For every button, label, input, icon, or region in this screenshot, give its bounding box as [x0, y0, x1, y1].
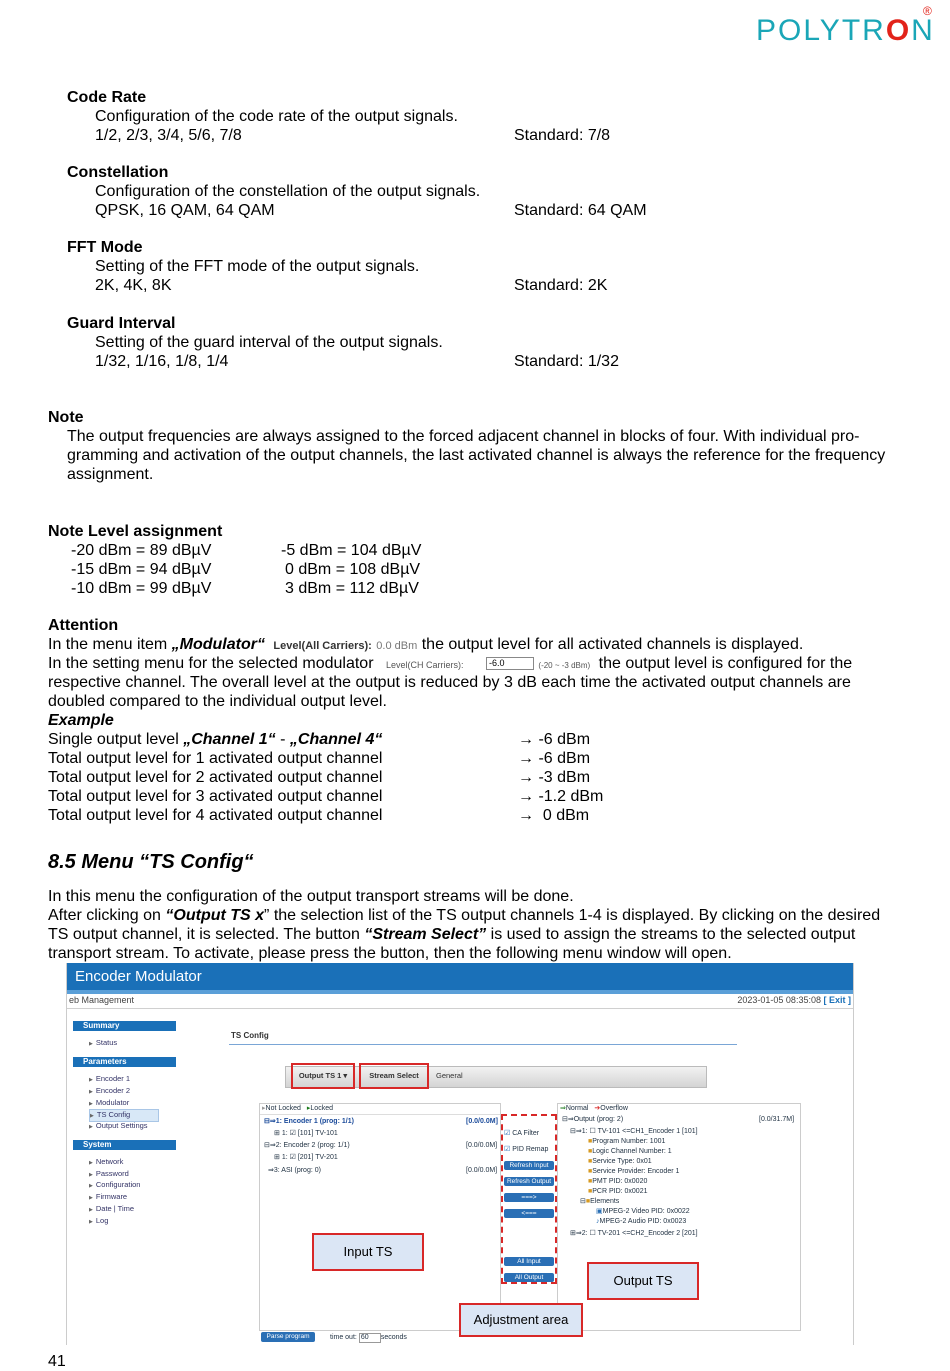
- callout-output-ts: Output TS: [587, 1262, 699, 1300]
- ts-config-screenshot: [66, 963, 854, 1345]
- input-row-label: 2: Encoder 2 (prog: 1/1): [275, 1142, 350, 1149]
- output-row-label: Service Provider: Encoder 1: [592, 1168, 680, 1175]
- output-row-label: MPEG-2 Audio PID: 0x0023: [599, 1218, 687, 1225]
- sidebar-item-log[interactable]: ▶ Log: [89, 1216, 108, 1227]
- output-row: ■Service Type: 0x01: [588, 1158, 652, 1165]
- callout-input-ts: Input TS: [312, 1233, 424, 1271]
- level-right: 0 dBm = 108 dBµV: [285, 561, 421, 578]
- param-options-constellation: QPSK, 16 QAM, 64 QAM: [95, 202, 275, 219]
- sidebar-item-output-settings[interactable]: ▶ Output Settings: [89, 1121, 148, 1132]
- output-row-label: Elements: [590, 1198, 620, 1205]
- output-row-label: Service Type: 0x01: [592, 1158, 652, 1165]
- subbar-right: [737, 995, 851, 1005]
- sidebar-item-network[interactable]: ▶ Network: [89, 1157, 123, 1168]
- level-right: -5 dBm = 104 dBµV: [281, 542, 422, 559]
- text: -: [275, 731, 290, 748]
- example-row-value: → -1.2 dBm: [518, 788, 604, 805]
- timeout-label: time out:: [330, 1334, 357, 1341]
- example-row-label: Total output level for 1 activated output channel: [48, 750, 383, 767]
- input-row-label: 1: Encoder 1 (prog: 1/1): [275, 1118, 354, 1125]
- param-desc-guard: Setting of the guard interval of the output signals.: [95, 334, 443, 351]
- note-line: assignment.: [67, 466, 154, 483]
- input-row-rate: [0.0/0.0M]: [466, 1118, 498, 1125]
- exit-link[interactable]: [ Exit ]: [823, 995, 851, 1005]
- inline-level-value: 0.0 dBm: [376, 640, 418, 652]
- section-heading: 8.5 Menu “TS Config“: [48, 851, 254, 873]
- example-row-value: → -3 dBm: [518, 769, 591, 786]
- attention-line2: [48, 654, 852, 675]
- example-row-label: Total output level for 4 activated output channel: [48, 807, 383, 824]
- section-para: [48, 925, 855, 944]
- pid-remap-label: PID Remap: [512, 1146, 549, 1153]
- tab-output-ts[interactable]: Output TS 1 ▾: [291, 1063, 355, 1089]
- text: In the setting menu for the selected modulator: [48, 655, 374, 672]
- input-row[interactable]: ⊟⇒2: Encoder 2 (prog: 1/1): [264, 1142, 350, 1149]
- output-row: ■Program Number: 1001: [588, 1138, 666, 1145]
- sidebar-item-firmware[interactable]: ▶ Firmware: [89, 1192, 127, 1203]
- move-right-button[interactable]: ===>: [504, 1193, 554, 1202]
- param-title-fft: FFT Mode: [67, 239, 143, 256]
- param-standard-code-rate: Standard: 7/8: [514, 127, 611, 144]
- sidebar-item-encoder-2[interactable]: ▶ Encoder 2: [89, 1086, 130, 1097]
- callout-adjustment-area: Adjustment area: [459, 1303, 583, 1337]
- output-row[interactable]: ⊞⇒2: ☐ TV-201 <=CH2_Encoder 2 [201]: [570, 1230, 698, 1237]
- text: the output level for all activated channels is displayed.: [421, 636, 804, 653]
- input-row-rate: [0.0/0.0M]: [466, 1142, 498, 1149]
- text: In the menu item: [48, 636, 172, 653]
- input-row[interactable]: ⇒3: ASI (prog: 0): [268, 1167, 321, 1174]
- input-ts-panel: [259, 1103, 501, 1331]
- sidebar-header-system: System: [73, 1140, 176, 1150]
- param-desc-constellation: Configuration of the constellation of the output signals.: [95, 183, 481, 200]
- datetime: 2023-01-05 08:35:08: [737, 995, 821, 1005]
- output-root-label: Output (prog: 2): [573, 1116, 624, 1123]
- seconds-label: seconds: [380, 1334, 407, 1341]
- param-title-constellation: Constellation: [67, 164, 169, 181]
- sidebar-header-summary: Summary: [73, 1021, 176, 1031]
- timeout-row: [330, 1333, 407, 1343]
- output-row-label: PMT PID: 0x0020: [592, 1178, 648, 1185]
- level-title: Note Level assignment: [48, 523, 223, 540]
- attention-line4: doubled compared to the individual output level.: [48, 693, 387, 710]
- level-right: 3 dBm = 112 dBµV: [285, 580, 419, 597]
- note-line: The output frequencies are always assigned to the forced adjacent channel in blocks of four. With individual pro-: [67, 428, 860, 445]
- section-para: In this menu the configuration of the output transport streams will be done.: [48, 888, 574, 905]
- pid-remap-option[interactable]: ☑ PID Remap: [504, 1146, 549, 1153]
- text: TS output channel, it is selected. The button: [48, 926, 365, 943]
- example-row-value: → 0 dBm: [518, 807, 590, 824]
- text: After clicking on: [48, 907, 166, 924]
- tab-general[interactable]: General: [436, 1071, 463, 1080]
- inline-range: (-20 ~ -3 dBm): [538, 661, 591, 670]
- param-options-code-rate: 1/2, 2/3, 3/4, 5/6, 7/8: [95, 127, 242, 144]
- param-title-guard: Guard Interval: [67, 315, 176, 332]
- sidebar-item-encoder-1[interactable]: ▶ Encoder 1: [89, 1074, 130, 1085]
- refresh-input-button[interactable]: Refresh Input: [504, 1161, 554, 1170]
- output-rate: [0.0/31.7M]: [759, 1116, 795, 1123]
- param-options-guard: 1/32, 1/16, 1/8, 1/4: [95, 353, 229, 370]
- input-row-label: 3: ASI (prog: 0): [273, 1167, 321, 1174]
- channel-4: „Channel 4“: [289, 731, 383, 748]
- timeout-input[interactable]: 60: [359, 1333, 381, 1343]
- output-row-label: PCR PID: 0x0021: [592, 1188, 648, 1195]
- sidebar-item-date-time[interactable]: ▶ Date | Time: [89, 1204, 134, 1215]
- example-row-value: → -6 dBm: [518, 750, 591, 767]
- output-row: ■Service Provider: Encoder 1: [588, 1168, 680, 1175]
- output-row-label: 2: ☐ TV-201 <=CH2_Encoder 2 [201]: [581, 1230, 698, 1237]
- ca-filter-option[interactable]: ☑ CA Filter: [504, 1130, 540, 1137]
- param-title-code-rate: Code Rate: [67, 89, 147, 106]
- legend-overflow: Overflow: [600, 1105, 628, 1112]
- legend-locked: Locked: [310, 1105, 333, 1112]
- output-root[interactable]: ⊟⇒Output (prog: 2): [562, 1116, 624, 1123]
- section-para: [48, 906, 880, 925]
- output-row[interactable]: ⊟■Elements: [580, 1198, 620, 1205]
- logo-text: POLYTRON: [756, 14, 935, 47]
- page-title: TS Config: [231, 1031, 269, 1040]
- note-line: gramming and activation of the output channels, the last activated channel is always the reference for the frequency: [67, 447, 886, 464]
- ca-filter-label: CA Filter: [512, 1130, 540, 1137]
- example-single: [48, 730, 382, 749]
- input-row[interactable]: ⊟⇒1: Encoder 1 (prog: 1/1): [264, 1118, 354, 1125]
- sidebar-item-ts-config[interactable]: ▶ TS Config: [89, 1109, 159, 1122]
- input-row-label: 1: ☑ [101] TV-101: [281, 1130, 338, 1137]
- sidebar-item-configuration[interactable]: ▶ Configuration: [89, 1180, 140, 1191]
- output-row: ■PMT PID: 0x0020: [588, 1178, 648, 1185]
- output-ts-term: “Output TS x: [165, 907, 265, 924]
- attention-line1: [48, 635, 803, 656]
- output-row-label: Logic Channel Number: 1: [592, 1148, 672, 1155]
- output-row-label: MPEG-2 Video PID: 0x0022: [602, 1208, 690, 1215]
- menu-name: „Modulator“: [171, 636, 265, 653]
- param-standard-guard: Standard: 1/32: [514, 353, 619, 370]
- divider: [260, 1114, 500, 1115]
- inline-ch-label: Level(CH Carriers):: [385, 660, 464, 670]
- input-row[interactable]: ⊞ 1: ☑ [101] TV-101: [274, 1130, 338, 1137]
- param-standard-fft: Standard: 2K: [514, 277, 608, 294]
- output-legend: ⇒Normal ➔Overflow: [560, 1105, 628, 1112]
- output-row: ■PCR PID: 0x0021: [588, 1188, 648, 1195]
- polytron-logo: [756, 14, 935, 48]
- param-options-fft: 2K, 4K, 8K: [95, 277, 172, 294]
- sidebar-header-parameters: Parameters: [73, 1057, 176, 1067]
- output-row: ▣MPEG-2 Video PID: 0x0022: [596, 1208, 690, 1215]
- text: ” the selection list of the TS output channels 1-4 is displayed. By clicking on the desired: [264, 907, 881, 924]
- web-management-label: eb Management: [69, 995, 135, 1005]
- all-input-button[interactable]: All Input: [504, 1257, 554, 1266]
- example-row-label: Total output level for 3 activated output channel: [48, 788, 383, 805]
- level-left: -10 dBm = 99 dBµV: [71, 580, 212, 597]
- attention-title: Attention: [48, 617, 119, 634]
- level-left: -20 dBm = 89 dBµV: [71, 542, 212, 559]
- param-desc-code-rate: Configuration of the code rate of the output signals.: [95, 108, 458, 125]
- sidebar-item-password[interactable]: ▶ Password: [89, 1169, 129, 1180]
- text: Single output level: [48, 731, 184, 748]
- parse-program-button[interactable]: Parse program: [261, 1332, 315, 1342]
- output-row: ♪MPEG-2 Audio PID: 0x0023: [596, 1218, 687, 1225]
- channel-1: „Channel 1“: [183, 731, 276, 748]
- sidebar-item-status[interactable]: ▶ Status: [89, 1038, 117, 1049]
- inline-level-input: -6.0: [486, 657, 534, 670]
- input-row-rate: [0.0/0.0M]: [466, 1167, 498, 1174]
- example-single-value: → -6 dBm: [518, 731, 591, 748]
- input-row-label: 1: ☑ [201] TV-201: [281, 1154, 338, 1161]
- stream-select-term: “Stream Select”: [364, 926, 487, 943]
- app-subbar: [67, 995, 854, 1009]
- param-desc-fft: Setting of the FFT mode of the output signals.: [95, 258, 420, 275]
- note-title: Note: [48, 409, 84, 426]
- output-row-label: 1: ☐ TV-101 <=CH1_Encoder 1 [101]: [581, 1128, 698, 1135]
- all-output-button[interactable]: All Output: [504, 1273, 554, 1282]
- page-number: 41: [48, 1353, 66, 1370]
- output-row: ■Logic Channel Number: 1: [588, 1148, 672, 1155]
- param-standard-constellation: Standard: 64 QAM: [514, 202, 647, 219]
- sidebar-item-modulator[interactable]: ▶ Modulator: [89, 1098, 129, 1109]
- move-left-button[interactable]: <===: [504, 1209, 554, 1218]
- app-title: Encoder Modulator: [67, 963, 854, 994]
- refresh-output-button[interactable]: Refresh Output: [504, 1177, 554, 1186]
- input-legend: ▸Not Locked ▸Locked: [262, 1105, 333, 1112]
- logo-o: O: [885, 14, 912, 47]
- title-divider: [229, 1044, 737, 1045]
- level-left: -15 dBm = 94 dBµV: [71, 561, 212, 578]
- registered-mark: ®: [923, 4, 932, 18]
- attention-line3: respective channel. The overall level at the output is reduced by 3 dB each time the activated output channels are: [48, 674, 851, 691]
- example-row-label: Total output level for 2 activated output channel: [48, 769, 383, 786]
- output-row[interactable]: ⊟⇒1: ☐ TV-101 <=CH1_Encoder 1 [101]: [570, 1128, 698, 1135]
- section-para: transport stream. To activate, please press the button, then the following menu window will open.: [48, 945, 732, 962]
- inline-level-label: Level(All Carriers):: [273, 640, 372, 652]
- output-row-label: Program Number: 1001: [592, 1138, 666, 1145]
- legend-normal: Normal: [565, 1105, 589, 1112]
- text: the output level is configured for the: [598, 655, 853, 672]
- example-title: Example: [48, 712, 114, 729]
- text: is used to assign the streams to the selected output: [486, 926, 856, 943]
- legend-not-locked: Not Locked: [265, 1105, 301, 1112]
- input-row[interactable]: ⊞ 1: ☑ [201] TV-201: [274, 1154, 338, 1161]
- tab-stream-select[interactable]: Stream Select: [359, 1063, 429, 1089]
